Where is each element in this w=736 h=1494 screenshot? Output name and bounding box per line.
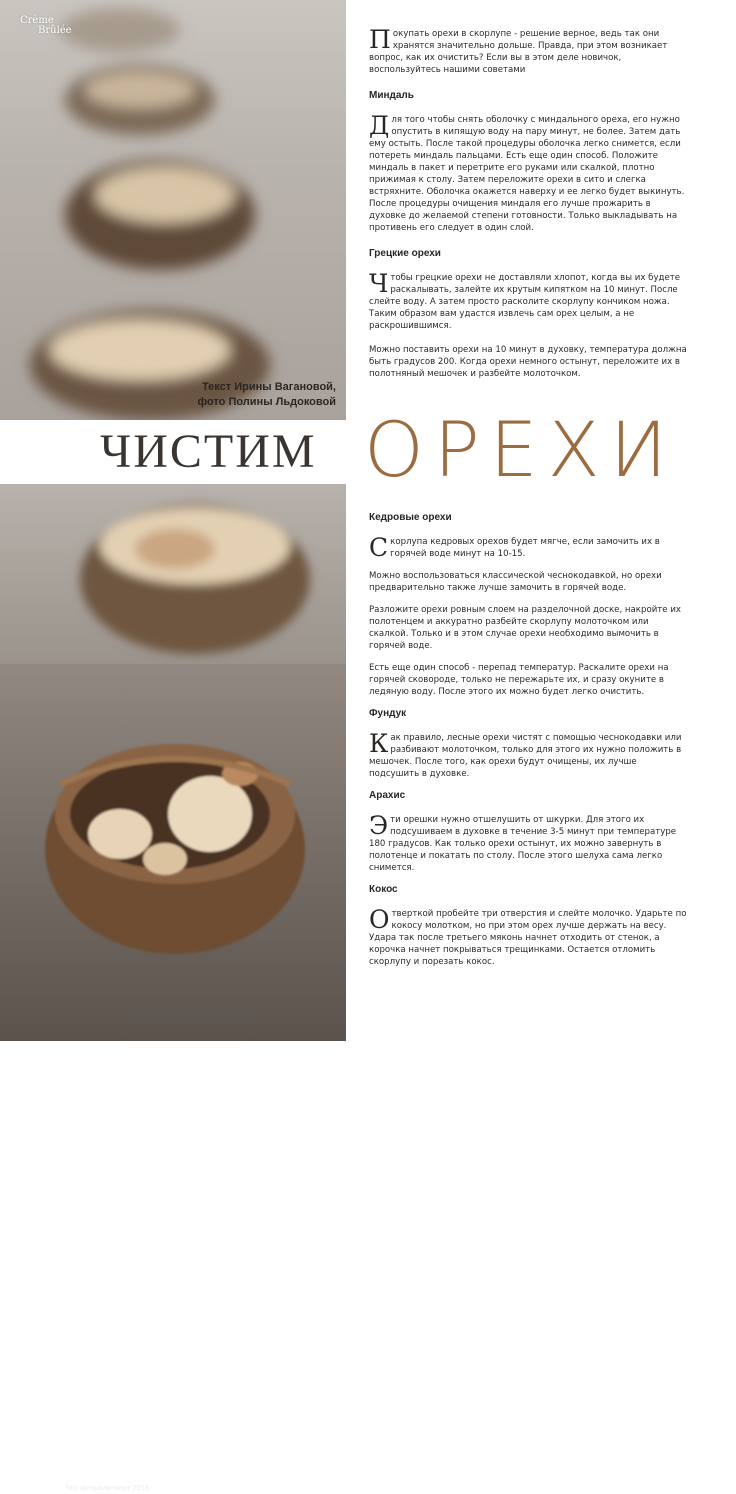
walnut-text: тобы грецкие орехи не доставляли хлопот, когда вы их будете раскалывать, залейте их крутым кипятком на 10 минут. После слейте воду. А затем просто расколите скорлупу кончиком ножа. Таким образом вам удастся извлечь сам орех целым, а не раскрошившимся. <box>369 273 681 331</box>
author-credit <box>150 380 336 410</box>
credit-text-line: Текст Ирины Вагановой, <box>202 381 336 393</box>
drop-cap: Э <box>369 811 389 840</box>
peanut-paragraph <box>369 811 687 874</box>
heading-coconut: Кокос <box>369 884 398 895</box>
heading-walnut: Грецкие орехи <box>369 248 441 259</box>
almond-text: ля того чтобы снять оболочку с миндального ореха, его нужно опустить в кипящую воду на пару минут, не более. Затем дать ему остыть. После такой процедуры оболочка легко снимется, если потереть миндаль пальцами. Есть еще один способ. Положите миндаль в пакет и перетрите его руками или скалкой, плотно прижимая к столу. Затем переложите орехи в сито и слегка встряхните. Оболочка окажется наверху и ее легко будет выкинуть. После процедуры очищения миндаля его лучше прожарить в духовке до желаемой степени готовности. Только выкладывать на противень его следует в один слой. <box>369 115 685 233</box>
heading-cedar: Кедровые орехи <box>369 512 452 523</box>
almond-paragraph <box>369 111 687 234</box>
drop-cap: С <box>369 533 389 562</box>
cedar-paragraph-2: Можно воспользоваться классической чеснокодавкой, но орехи предварительно также лучше замочить в горячей воде. <box>369 571 662 593</box>
hazelnut-paragraph <box>369 729 687 780</box>
drop-cap: Ч <box>369 269 389 298</box>
page-number: 124 <box>30 1477 56 1494</box>
coconut-paragraph <box>369 905 687 968</box>
walnut-paragraph <box>369 269 687 332</box>
title-part-1: ЧИСТИМ <box>100 425 317 478</box>
drop-cap: П <box>369 25 391 54</box>
heading-peanut: Арахис <box>369 790 406 801</box>
cedar-text: корлупа кедровых орехов будет мягче, если замочить их в горячей воде минут на 10-15. <box>390 537 660 559</box>
issue-info: №1 февраль-март 2016 <box>66 1483 150 1492</box>
intro-paragraph <box>369 25 687 76</box>
heading-hazelnut: Фундук <box>369 708 407 719</box>
intro-text: окупать орехи в скорлупе - решение верное, ведь так они хранятся значительно дольше. Правда, при этом возникает вопрос, как их очистить? Если вы в этом деле новичок, воспользуйтесь нашими советами <box>369 29 668 75</box>
logo-line-1: Crème <box>20 15 54 26</box>
hazelnut-text: ак правило, лесные орехи чистят с помощью чеснокодавки или разбивают молоточком, только для этого их нужно положить в мешочек. После того, как орехи будут очищены, их лучше подсушить в духовке. <box>369 733 682 779</box>
credit-photo-line: фото Полины Льдоковой <box>197 396 336 408</box>
drop-cap: О <box>369 905 390 934</box>
title-part-2: ОРЕХИ <box>364 405 678 494</box>
heading-almond: Миндаль <box>369 90 414 101</box>
walnut-photo-top <box>0 0 346 420</box>
logo-line-2: Brûlée <box>38 25 72 36</box>
article-column-top <box>369 25 687 380</box>
walnut-photo-bottom <box>0 484 346 1494</box>
peanut-text: ти орешки нужно отшелушить от шкурки. Для этого их подсушиваем в духовке в течение 3-5 минут при температуре 180 градусов. Как только орехи остынут, их можно завернуть в полотенце и покатать по столу. После этого шелуха сама легко снимется. <box>369 815 677 873</box>
cedar-paragraph <box>369 533 687 562</box>
walnut-paragraph-2: Можно поставить орехи на 10 минут в духовку, температура должна быть градусов 200. Когда орехи немного остынут, переложите их в полотняный мешочек и разбейте молоточком. <box>369 345 687 379</box>
article-column-bottom <box>369 512 687 968</box>
drop-cap: Д <box>369 111 390 140</box>
drop-cap: К <box>369 729 389 758</box>
cedar-paragraph-3: Разложите орехи ровным слоем на разделочной доске, накройте их полотенцем и аккуратно разбейте скорлупу молоточком или скалкой. Только и в этом случае орехи необходимо вымочить в горячей воде. <box>369 605 681 651</box>
coconut-text: тверткой пробейте три отверстия и слейте молочко. Ударьте по кокосу молотком, но при этом орех лучше держать на весу. Удара так после третьего мяконь начнет отходить от стенок, а корочка начнет покрываться трещинками. Остается отломить скорлупу и порезать кокос. <box>369 909 687 967</box>
magazine-logo <box>20 16 72 36</box>
cedar-paragraph-4: Есть еще один способ - перепад температур. Раскалите орехи на горячей сковороде, только не пережарьте их, и сразу окуните в ледяную воду. После этого их можно будет легко очистить. <box>369 663 669 697</box>
